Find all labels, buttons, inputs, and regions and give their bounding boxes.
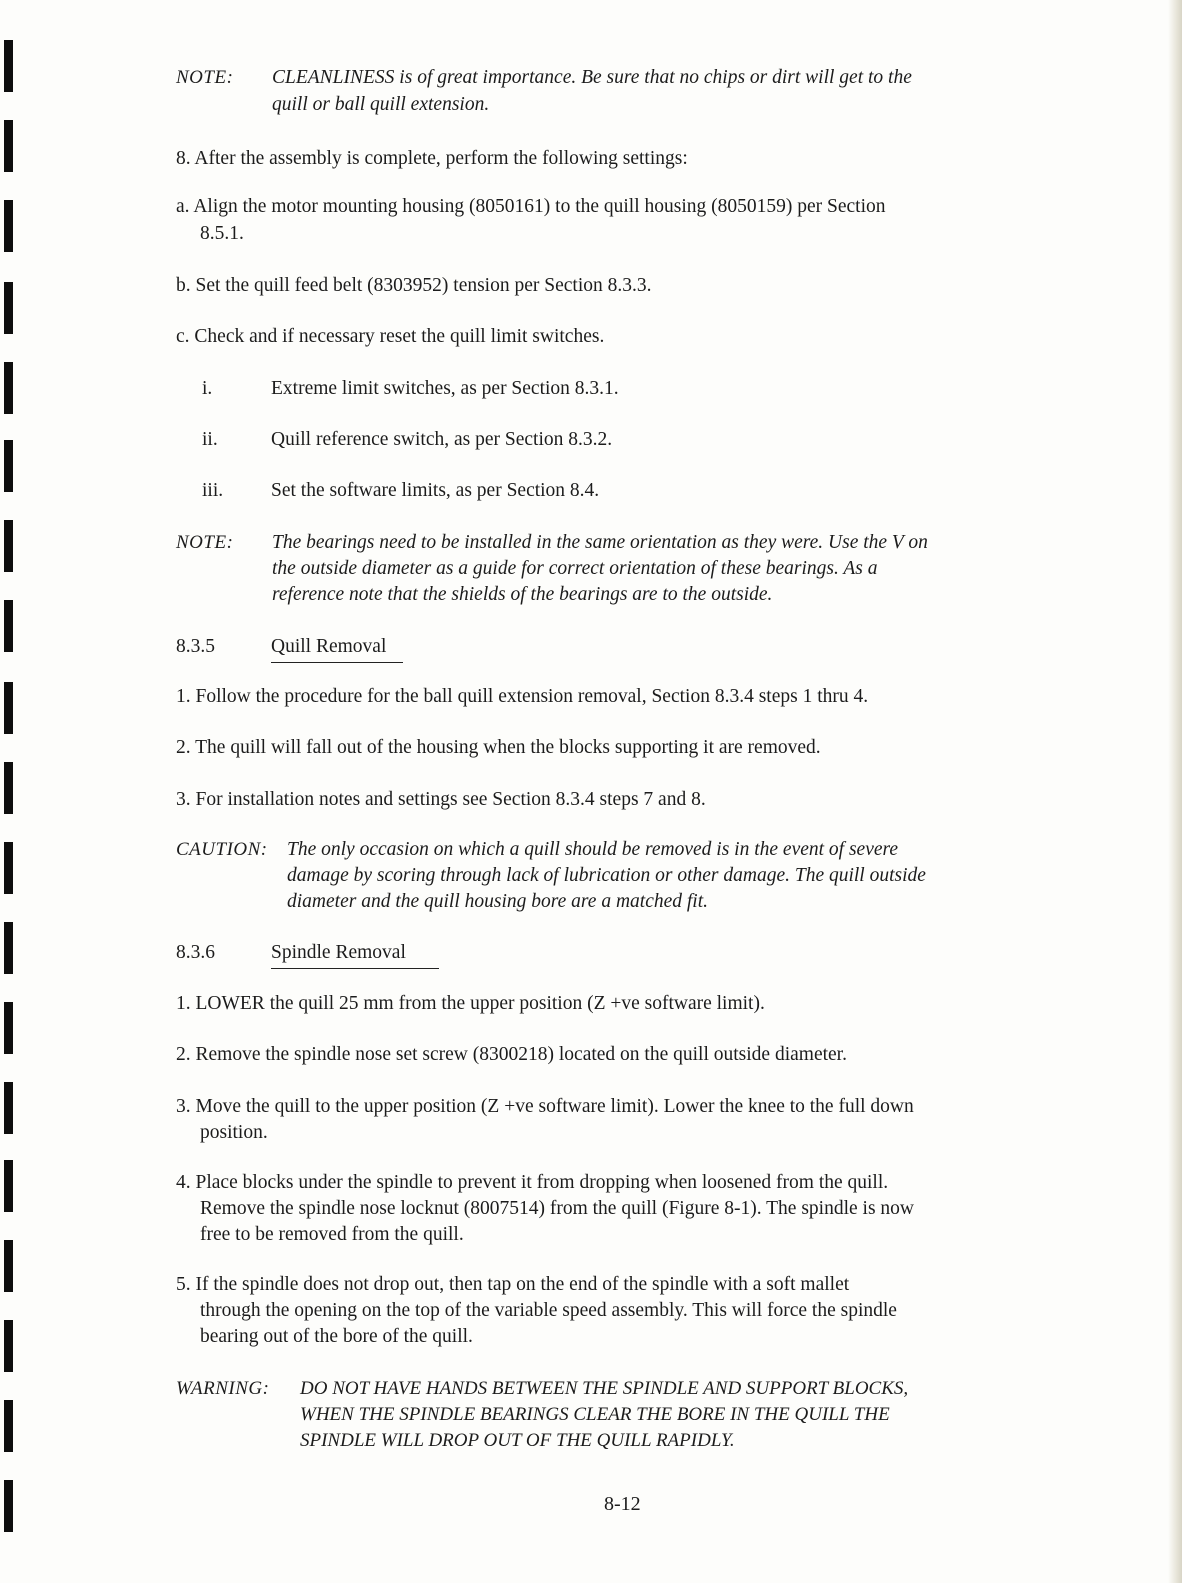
list-item: 5. If the spindle does not drop out, then tap on the end of the spindle with a soft mallet <box>176 1274 850 1295</box>
list-item: 3. Move the quill to the upper position (Z +ve software limit). Lower the knee to the full down <box>176 1096 914 1117</box>
note-text: quill or ball quill extension. <box>272 94 490 115</box>
list-item: free to be removed from the quill. <box>200 1224 464 1245</box>
step-8: 8. After the assembly is complete, perform the following settings: <box>176 148 688 169</box>
page-number: 8-12 <box>604 1493 641 1515</box>
list-item: 1. LOWER the quill 25 mm from the upper position (Z +ve software limit). <box>176 993 765 1014</box>
binding-mark <box>4 282 13 334</box>
section-title: Spindle Removal <box>271 940 439 969</box>
binding-mark <box>4 682 13 734</box>
sub-item-marker: ii. <box>202 429 218 450</box>
list-item: 2. The quill will fall out of the housing when the blocks supporting it are removed. <box>176 737 821 758</box>
binding-mark <box>4 362 13 414</box>
section-number: 8.3.6 <box>176 942 215 963</box>
sub-item-marker: i. <box>202 378 213 399</box>
warning-label: WARNING: <box>176 1378 270 1399</box>
list-item: Remove the spindle nose locknut (8007514) from the quill (Figure 8-1). The spindle is now <box>200 1198 914 1219</box>
note-text: CLEANLINESS is of great importance. Be sure that no chips or dirt will get to the <box>272 67 912 88</box>
list-item: through the opening on the top of the variable speed assembly. This will force the spindle <box>200 1300 897 1321</box>
note-text: the outside diameter as a guide for correct orientation of these bearings. As a <box>272 558 878 579</box>
caution-text: damage by scoring through lack of lubrication or other damage. The quill outside <box>287 865 926 886</box>
binding-mark <box>4 1160 13 1212</box>
list-item: position. <box>200 1122 268 1143</box>
step-8a: a. Align the motor mounting housing (8050161) to the quill housing (8050159) per Section <box>176 196 886 217</box>
warning-text: WHEN THE SPINDLE BEARINGS CLEAR THE BORE IN THE QUILL THE <box>300 1404 890 1425</box>
binding-mark <box>4 762 13 814</box>
list-item: 1. Follow the procedure for the ball quill extension removal, Section 8.3.4 steps 1 thru 4. <box>176 686 869 707</box>
binding-mark <box>4 40 13 92</box>
warning-text: SPINDLE WILL DROP OUT OF THE QUILL RAPIDLY. <box>300 1430 735 1451</box>
binding-mark <box>4 1320 13 1372</box>
section-title: Quill Removal <box>271 634 403 663</box>
binding-mark <box>4 1002 13 1054</box>
binding-mark <box>4 1480 13 1532</box>
caution-label: CAUTION: <box>176 839 268 860</box>
sub-item-marker: iii. <box>202 480 224 501</box>
list-item: 2. Remove the spindle nose set screw (8300218) located on the quill outside diameter. <box>176 1044 847 1065</box>
step-8a: 8.5.1. <box>200 223 244 244</box>
caution-text: The only occasion on which a quill should be removed is in the event of severe <box>287 839 899 860</box>
binding-mark <box>4 440 13 492</box>
warning-text: DO NOT HAVE HANDS BETWEEN THE SPINDLE AND SUPPORT BLOCKS, <box>300 1378 909 1399</box>
binding-mark <box>4 520 13 572</box>
list-item: bearing out of the bore of the quill. <box>200 1326 473 1347</box>
sub-item-text: Quill reference switch, as per Section 8.3.2. <box>271 429 613 450</box>
list-item: 3. For installation notes and settings see Section 8.3.4 steps 7 and 8. <box>176 789 706 810</box>
binding-mark <box>4 1240 13 1292</box>
section-number: 8.3.5 <box>176 636 215 657</box>
list-item: 4. Place blocks under the spindle to prevent it from dropping when loosened from the quill. <box>176 1172 889 1193</box>
note-label: NOTE: <box>176 532 234 553</box>
binding-mark <box>4 200 13 252</box>
binding-mark <box>4 600 13 652</box>
binding-mark <box>4 1082 13 1134</box>
step-8c: c. Check and if necessary reset the quill limit switches. <box>176 326 605 347</box>
step-8b: b. Set the quill feed belt (8303952) tension per Section 8.3.3. <box>176 275 652 296</box>
sub-item-text: Set the software limits, as per Section 8.4. <box>271 480 600 501</box>
caution-text: diameter and the quill housing bore are a matched fit. <box>287 891 709 912</box>
note-text: reference note that the shields of the bearings are to the outside. <box>272 584 773 605</box>
binding-mark <box>4 922 13 974</box>
binding-mark <box>4 1400 13 1452</box>
page-edge-shadow <box>1168 0 1182 1583</box>
binding-mark <box>4 842 13 894</box>
binding-mark <box>4 120 13 172</box>
note-text: The bearings need to be installed in the same orientation as they were. Use the V on <box>272 532 928 553</box>
note-label: NOTE: <box>176 67 234 88</box>
sub-item-text: Extreme limit switches, as per Section 8.3.1. <box>271 378 619 399</box>
